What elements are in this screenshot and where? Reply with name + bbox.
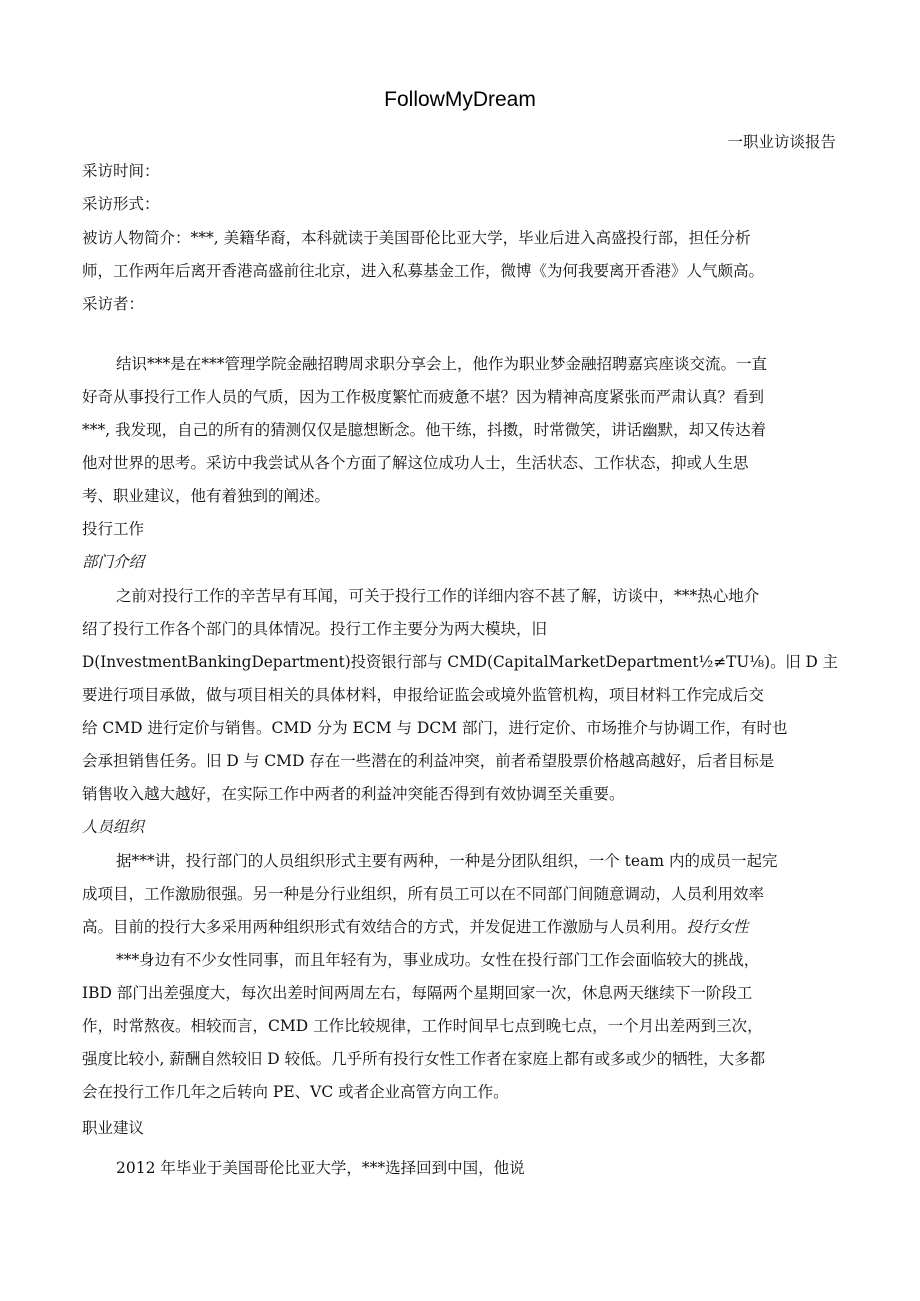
section-heading-ib: 投行工作 xyxy=(82,520,145,538)
intro-paragraph-line: ***, 我发现，自己的所有的猜测仅仅是臆想断念。他干练，抖擞，时常微笑，讲话幽默，却又传达着 xyxy=(82,421,767,439)
career-paragraph-line: 2012 年毕业于美国哥伦比亚大学，***选择回到中国，他说 xyxy=(116,1159,525,1177)
document-subtitle: 一职业访谈报告 xyxy=(727,133,836,151)
interviewer-label: 采访者： xyxy=(82,295,145,313)
dept-paragraph-line: 之前对投行工作的辛苦早有耳闻，可关于投行工作的详细内容不甚了解，访谈中，***热心地介 xyxy=(116,587,760,605)
women-paragraph-line: ***身边有不少女性同事，而且年轻有为，事业成功。女性在投行部门工作会面临较大的挑战， xyxy=(116,951,760,969)
intro-paragraph-line: 他对世界的思考。采访中我尝试从各个方面了解这位成功人士，生活状态、工作状态，抑或人生思 xyxy=(82,454,749,472)
dept-paragraph-line: 给 CMD 进行定价与销售。CMD 分为 ECM 与 DCM 部门，进行定价、市场推介与协调工作，有时也 xyxy=(82,719,788,737)
people-paragraph-line xyxy=(82,916,749,938)
interviewee-intro-line: 被访人物简介：***, 美籍华裔，本科就读于美国哥伦比亚大学，毕业后进入高盛投行部，担任分析 xyxy=(82,229,751,247)
people-paragraph-line: 据***讲，投行部门的人员组织形式主要有两种，一种是分团队组织，一个 team 内的成员一起完 xyxy=(116,852,778,870)
people-paragraph-line: 成项目，工作激励很强。另一种是分行业组织，所有员工可以在不同部门间随意调动，人员利用效率 xyxy=(82,885,765,903)
dept-paragraph-line: 要进行项目承做，做与项目相关的具体材料，申报给证监会或境外监管机构，项目材料工作完成后交 xyxy=(82,686,765,704)
subheading-departments: 部门介绍 xyxy=(82,553,145,571)
women-paragraph-line: 强度比较小, 薪酬自然较旧 D 较低。几乎所有投行女性工作者在家庭上都有或多或少的牺牲，大多都 xyxy=(82,1050,766,1068)
interviewee-intro-line: 师，工作两年后离开香港高盛前往北京，进入私募基金工作，微博《为何我要离开香港》人气颇高。 xyxy=(82,262,765,280)
subheading-staff-organization: 人员组织 xyxy=(82,818,145,836)
women-paragraph-line: 作，时常熬夜。相较而言，CMD 工作比较规律，工作时间早七点到晚七点，一个月出差两到三次， xyxy=(82,1017,763,1035)
intro-paragraph-line: 好奇从事投行工作人员的气质，因为工作极度繁忙而疲惫不堪？因为精神高度紧张而严肃认真？看到 xyxy=(82,388,765,406)
interview-time-label: 采访时间： xyxy=(82,162,160,180)
dept-paragraph-line: 会承担销售任务。旧 D 与 CMD 存在一些潜在的利益冲突，前者希望股票价格越高越好，后者目标是 xyxy=(82,752,775,770)
people-paragraph-text: 高。目前的投行大多采用两种组织形式有效结合的方式，并发促进工作激励与人员利用。 xyxy=(82,918,687,936)
subheading-women-in-ib: 投行女性 xyxy=(686,918,749,936)
dept-paragraph-line: 绍了投行工作各个部门的具体情况。投行工作主要分为两大模块，旧 xyxy=(82,620,548,638)
document-title: FollowMyDream xyxy=(384,88,536,111)
interview-form-label: 采访形式： xyxy=(82,195,160,213)
intro-paragraph-line: 考、职业建议，他有着独到的阐述。 xyxy=(82,487,331,505)
women-paragraph-line: 会在投行工作几年之后转向 PE、VC 或者企业高管方向工作。 xyxy=(82,1083,509,1101)
section-heading-career-advice: 职业建议 xyxy=(82,1119,145,1137)
intro-paragraph-line: 结识***是在***管理学院金融招聘周求职分享会上，他作为职业梦金融招聘嘉宾座谈交流。一直 xyxy=(116,355,768,373)
dept-paragraph-line: D(InvestmentBankingDepartment)投资银行部与 CMD(CapitalMarketDepartment½≠TU⅛)。旧 D 主 xyxy=(82,653,838,671)
dept-paragraph-line: 销售收入越大越好，在实际工作中两者的利益冲突能否得到有效协调至关重要。 xyxy=(82,785,625,803)
women-paragraph-line: IBD 部门出差强度大，每次出差时间两周左右，每隔两个星期回家一次，休息两天继续下一阶段工 xyxy=(82,984,753,1002)
